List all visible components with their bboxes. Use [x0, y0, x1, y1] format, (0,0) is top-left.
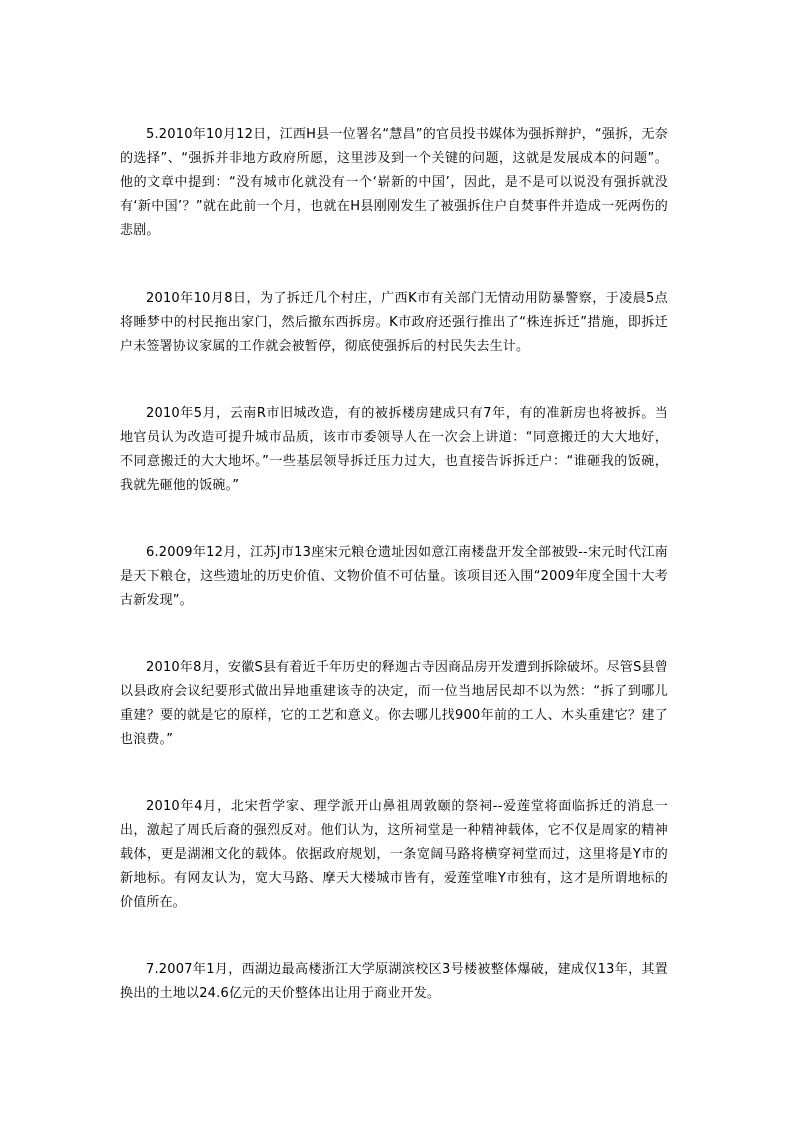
paragraph-jiangxi-h-county: 5.2010年10月12日，江西H县一位署名“慧昌”的官员投书媒体为强拆辩护，“强拆，无奈的选择”、“强拆并非地方政府所愿，这里涉及到一个关键的问题，这就是发展成本的问题”。他的文章中提到：“没有城市化就没有一个‘崭新的中国’，因此，是不是可以说没有强拆就没有‘新中国’？”就在此前一个月，也就在H县刚刚发生了被强拆住户自焚事件并造成一死两伤的悲剧。 [120, 127, 668, 238]
paragraph-west-lake-building: 7.2007年1月，西湖边最高楼浙江大学原湖滨校区3号楼被整体爆破，建成仅13年，其置换出的土地以24.6亿元的天价整体出让用于商业开发。 [120, 962, 668, 1001]
paragraph-anhui-s-county: 2010年8月，安徽S县有着近千年历史的释迦古寺因商品房开发遭到拆除破坏。尽管S县曾以县政府会议纪要形式做出异地重建该寺的决定，而一位当地居民却不以为然：“拆了到哪儿重建？要的就是它的原样，它的工艺和意义。你去哪儿找900年前的工人、木头重建它？建了也浪费。” [120, 660, 668, 747]
paragraph-ailian-hall: 2010年4月，北宋哲学家、理学派开山鼻祖周敦颐的祭祠--爱莲堂将面临拆迁的消息一出，激起了周氏后裔的强烈反对。他们认为，这所祠堂是一种精神载体，它不仅是周家的精神载体，更是湖湘文化的载体。依据政府规划，一条宽阔马路将横穿祠堂而过，这里将是Y市的新地标。有网友认为，宽大马路、摩天大楼城市皆有，爱莲堂唯Y市独有，这才是所谓地标的价值所在。 [120, 799, 668, 910]
paragraph-yunnan-r-city: 2010年5月，云南R市旧城改造，有的被拆楼房建成只有7年，有的准新房也将被拆。当地官员认为改造可提升城市品质，该市市委领导人在一次会上讲道：“同意搬迁的大大地好，不同意搬迁的大大地坏。”一些基层领导拆迁压力过大，也直接告诉拆迁户：“谁砸我的饭碗，我就先砸他的饭碗。” [120, 406, 668, 493]
paragraph-jiangsu-j-city: 6.2009年12月，江苏J市13座宋元粮仓遗址因如意江南楼盘开发全部被毁--宋元时代江南是天下粮仓，这些遗址的历史价值、文物价值不可估量。该项目还入围“2009年度全国十大考古新发现”。 [120, 545, 668, 608]
paragraph-guangxi-k-city: 2010年10月8日，为了拆迁几个村庄，广西K市有关部门无情动用防暴警察，于凌晨5点将睡梦中的村民拖出家门，然后撤东西拆房。K市政府还强行推出了“株连拆迁”措施，即拆迁户未签署协议家属的工作就会被暂停，彻底使强拆后的村民失去生计。 [120, 291, 668, 354]
